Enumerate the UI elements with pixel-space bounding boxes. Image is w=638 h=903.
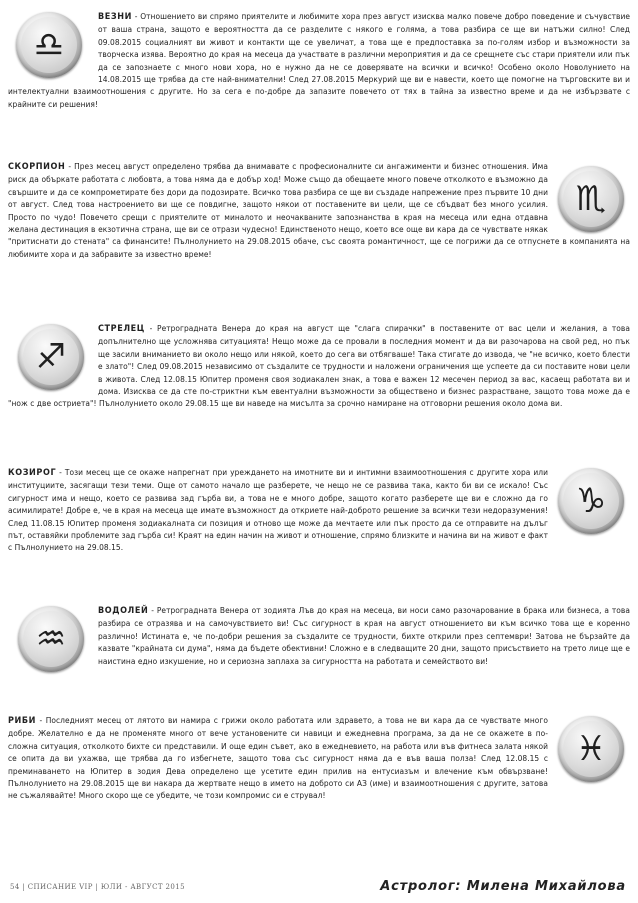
sign-title: ВОДОЛЕЙ [98,606,149,616]
sign-text: - Ретроградната Венера от зодията Лъв до края на месеца, ви носи само разочарование в брака или бизнеса, а това разбира се отразява и на самочувствието ви! Със сигурност в края на август отношението ви към всичко това ще е коренно различно! Истината е, че по-добри решения за създалите се трудности, бихте открили през септември! Затова не бързайте да казвате "крайната си дума", няма да бъдете обективни! Сложно е в следващите 20 дни, защото присъствието на трето лице ще е наистина едно изкушение, но и сериозна заплаха за сигурността на работата и семейството ви! [98,605,630,666]
sign-section-libra [8,10,630,110]
sign-text: - Този месец ще се окаже напрегнат при уреждането на имотните ви и интимни взаимоотношения с другите хора или институциите, засягащи тези теми. Още от самото начало ще разберете, че нещо не се развива така, както би ви се искало! Със сигурност има и нещо, което се развива зад гърба ви, а това не е много добре, защото когато разберете ще ви е сложно да го асимилирате! Добре е, че в края на месеца ще имате възможност да откриете най-доброто решение за всички тези недоразумения! След 11.08.15 Юпитер променя зодиакалната си позиция и отново ще може да мечтаете или пък просто да се отправите на дълъг път, оставяйки проблемите зад гърба си! Краят на един начин на живот и отношение, спрямо близките и начина ви на живот е факт с Пълнолунието на 29.08.15. [8,467,548,553]
sign-section-aquarius [8,604,630,674]
author-credit: Астролог: Милена Михайлова [380,879,626,894]
sign-title: СТРЕЛЕЦ [98,324,145,334]
scorpio-icon: ♏ [558,166,624,232]
sign-section-sagittarius [8,322,630,410]
sign-text: - Ретроградната Венера до края на август ще "слага спирачки" в поставените от вас цели и желания, а това допълнително ще усложнява ситуацията! Нещо може да се провали в последния момент и да ви разочарова на свой ред, но пък ще засили вниманието ви около нещо или някой, което до сега ви отбягваше! Така стигате до извода, че "не всичко, което блести е злато"! След 09.08.2015 независимо от създалите се трудности и наложени ограничения ще успеете да си поставите нови цели в живота. След 12.08.15 Юпитер променя своя зодиакален знак, а това е важен 12 месечен период за вас, касаещ работата ви и дома. Изисква се да сте по-стриктни към евентуални възможности за обществено и бизнес разрастване, защото това може да е "нож с две остриета"! Пълнолунието около 29.08.15 ще ви наведе на мисълта за срочно намиране на отговорни решения около дома ви. [8,323,630,409]
sign-title: СКОРПИОН [8,162,66,172]
libra-icon: ♎ [16,12,82,78]
capricorn-icon: ♑ [558,468,624,534]
sagittarius-icon: ♐ [18,324,84,390]
aquarius-icon: ♒ [18,606,84,672]
page-info: 54 | СПИСАНИЕ VIP | ЮЛИ - АВГУСТ 2015 [10,883,185,891]
sign-title: КОЗИРОГ [8,468,57,478]
sign-section-capricorn [8,466,630,554]
sign-text: - Отношението ви спрямо приятелите и любимите хора през август изисква малко повече добро поведение и съчувствие от ваша страна, защото е вероятността да се разделите с някого е голяма, а това разбира се ще ви натъжи силно! След 09.08.2015 социалният ви живот и контакти ще се увеличат, а това ще е предпоставка за по-голям избор и възможности за творческа изява. Вероятно до края на месеца да участвате в различни мероприятия и да се срещнете със стари приятели или пък да се запознаете с много нови хора, но е нужно да не се доверявате на всички и всичко! Особено около Новолунието на 14.08.2015 ще трябва да сте най-внимателни! След 27.08.2015 Меркурий ще ви е навести, което ще помогне на търговските ви и интелектуални взаимоотношения с другите. Но за сега е по-добре да запазите повечето от тях в тайна за известно време и да не избързвате с крайните си решения! [8,11,630,109]
sign-section-pisces [8,714,630,802]
sign-section-scorpio [8,160,630,260]
sign-text: - Последният месец от лятото ви намира с грижи около работата или здравето, а това не ви кара да се чувствате много добре. Желателно е да не променяте много от вече установените си навици и ежедневна програма, за да не се окажете в по-сложна ситуация, отколкото бихте си представили. И още един съвет, ако в ежедневието, на работа или във фитнеса залата някой се опита да ви ухажва, ще трябва да го избегнете, защото това със сигурност няма да е във ваша полза! След 12.08.15 с преминаването на Юпитер в зодия Дева определено ще усетите един прилив на ентусиазъм и влечение към обвързване! Пълнолунието на 29.08.2015 ще ви накара да жертвате нещо в името на доброто си АЗ (име) и взаимоотношения с другите, затова не съжалявайте! Много скоро ще се убедите, че този компромис си е струвал! [8,715,548,801]
page-footer [0,872,638,900]
sign-title: ВЕЗНИ [98,12,133,22]
sign-title: РИБИ [8,716,37,726]
sign-text: - През месец август определено трябва да внимавате с професионалните си ангажименти и бизнес отношения. Има риск да объркате работата с любовта, а това няма да е добър ход! Може също да обещаете много повече отколкото е възможно да свършите и да се компрометирате без дори да подозирате. Всичко това разбира се ще ви създаде напрежение през първите 10 дни от август. След това настроението ви ще се повдигне, защото някои от поставените ви цели, ще се сбъдват без много усилия. Просто по чудо! Повечето срещи с приятелите от миналото и неочакваните запознанства в края на месеца или една отдавна желана дестинация в екзотична страна, ще ви се отрази чудесно! Единственото нещо, което все още ви кара да се чувствате някак "притиснати до стената" са финансите! Пълнолунието на 29.08.2015 обаче, със своята романтичност, ще се погрижи да се отпуснете в компанията на любимите хора и да забравите за известно време! [8,161,630,259]
pisces-icon: ♓ [558,716,624,782]
